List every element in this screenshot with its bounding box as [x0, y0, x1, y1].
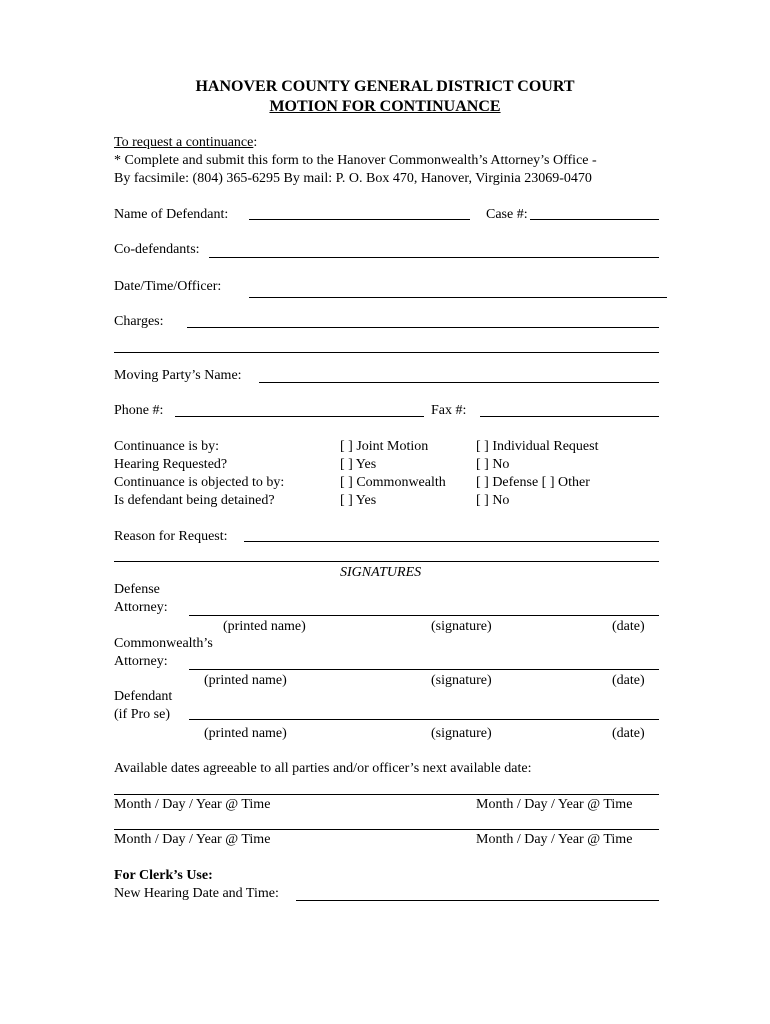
phone-field[interactable]: [175, 416, 424, 417]
instructions-line-1: * Complete and submit this form to the Hanover Commonwealth’s Attorney’s Office -: [114, 153, 597, 168]
available-date-slot: Month / Day / Year @ Time: [476, 797, 633, 812]
checkbox-objected-commonwealth[interactable]: [ ] Commonwealth: [340, 475, 446, 490]
available-date-slot: Month / Day / Year @ Time: [476, 832, 633, 847]
question-label: Continuance is by:: [114, 439, 219, 454]
new-hearing-label: New Hearing Date and Time:: [114, 886, 279, 901]
signatures-heading: SIGNATURES: [340, 565, 422, 580]
checkbox-detained-no[interactable]: [ ] No: [476, 493, 510, 508]
form-title: MOTION FOR CONTINUANCE: [269, 98, 501, 115]
available-date-slot: Month / Day / Year @ Time: [114, 797, 271, 812]
checkbox-detained-yes[interactable]: [ ] Yes: [340, 493, 377, 508]
charges-label: Charges:: [114, 314, 164, 329]
date-time-officer-field[interactable]: [249, 297, 667, 298]
instructions-heading-text: To request a continuance: [114, 135, 254, 150]
checkbox-objected-defense-other[interactable]: [ ] Defense [ ] Other: [476, 475, 590, 490]
charges-field-line-2[interactable]: [114, 352, 659, 353]
date-caption: (date): [612, 619, 645, 634]
available-dates-label: Available dates agreeable to all parties and/or officer’s next available date:: [114, 761, 532, 776]
phone-label: Phone #:: [114, 403, 164, 418]
printed-name-caption: (printed name): [223, 619, 306, 634]
moving-party-field[interactable]: [259, 382, 659, 383]
date-caption: (date): [612, 726, 645, 741]
case-number-label: Case #:: [486, 207, 528, 222]
defendant-name-label: Name of Defendant:: [114, 207, 229, 222]
question-label: Is defendant being detained?: [114, 493, 275, 508]
reason-field-line-2[interactable]: [114, 561, 659, 562]
fax-label: Fax #:: [431, 403, 467, 418]
defendant-name-field[interactable]: [249, 219, 470, 220]
instructions-heading-colon: :: [253, 135, 258, 150]
commonwealth-attorney-label-1: Commonwealth’s: [114, 636, 213, 651]
codefendants-label: Co-defendants:: [114, 242, 200, 257]
charges-field-line-1[interactable]: [187, 327, 659, 328]
codefendants-field[interactable]: [209, 257, 659, 258]
defense-attorney-label-1: Defense: [114, 582, 160, 597]
instructions-heading: [114, 134, 257, 151]
checkbox-hearing-yes[interactable]: [ ] Yes: [340, 457, 377, 472]
moving-party-label: Moving Party’s Name:: [114, 368, 242, 383]
clerk-use-heading: For Clerk’s Use:: [114, 868, 213, 883]
question-label: Hearing Requested?: [114, 457, 228, 472]
checkbox-joint-motion[interactable]: [ ] Joint Motion: [340, 439, 429, 454]
available-date-line-1[interactable]: [114, 794, 659, 795]
case-number-field[interactable]: [530, 219, 659, 220]
checkbox-hearing-no[interactable]: [ ] No: [476, 457, 510, 472]
new-hearing-field[interactable]: [296, 900, 659, 901]
fax-field[interactable]: [480, 416, 659, 417]
defendant-signature-line[interactable]: [189, 719, 659, 720]
reason-field-line-1[interactable]: [244, 541, 659, 542]
printed-name-caption: (printed name): [204, 726, 287, 741]
commonwealth-attorney-label-2: Attorney:: [114, 654, 168, 669]
instructions-line-2: By facsimile: (804) 365-6295 By mail: P. O. Box 470, Hanover, Virginia 23069-0470: [114, 171, 592, 186]
date-caption: (date): [612, 673, 645, 688]
court-name: HANOVER COUNTY GENERAL DISTRICT COURT: [195, 78, 575, 95]
signature-caption: (signature): [431, 726, 492, 741]
defense-attorney-label-2: Attorney:: [114, 600, 168, 615]
question-label: Continuance is objected to by:: [114, 475, 285, 490]
defense-attorney-signature-line[interactable]: [189, 615, 659, 616]
signature-caption: (signature): [431, 673, 492, 688]
commonwealth-attorney-signature-line[interactable]: [189, 669, 659, 670]
printed-name-caption: (printed name): [204, 673, 287, 688]
reason-label: Reason for Request:: [114, 529, 228, 544]
checkbox-individual-request[interactable]: [ ] Individual Request: [476, 439, 599, 454]
available-date-line-2[interactable]: [114, 829, 659, 830]
date-time-officer-label: Date/Time/Officer:: [114, 279, 222, 294]
available-date-slot: Month / Day / Year @ Time: [114, 832, 271, 847]
signature-caption: (signature): [431, 619, 492, 634]
defendant-pro-se-label-2: (if Pro se): [114, 707, 170, 722]
defendant-pro-se-label-1: Defendant: [114, 689, 173, 704]
